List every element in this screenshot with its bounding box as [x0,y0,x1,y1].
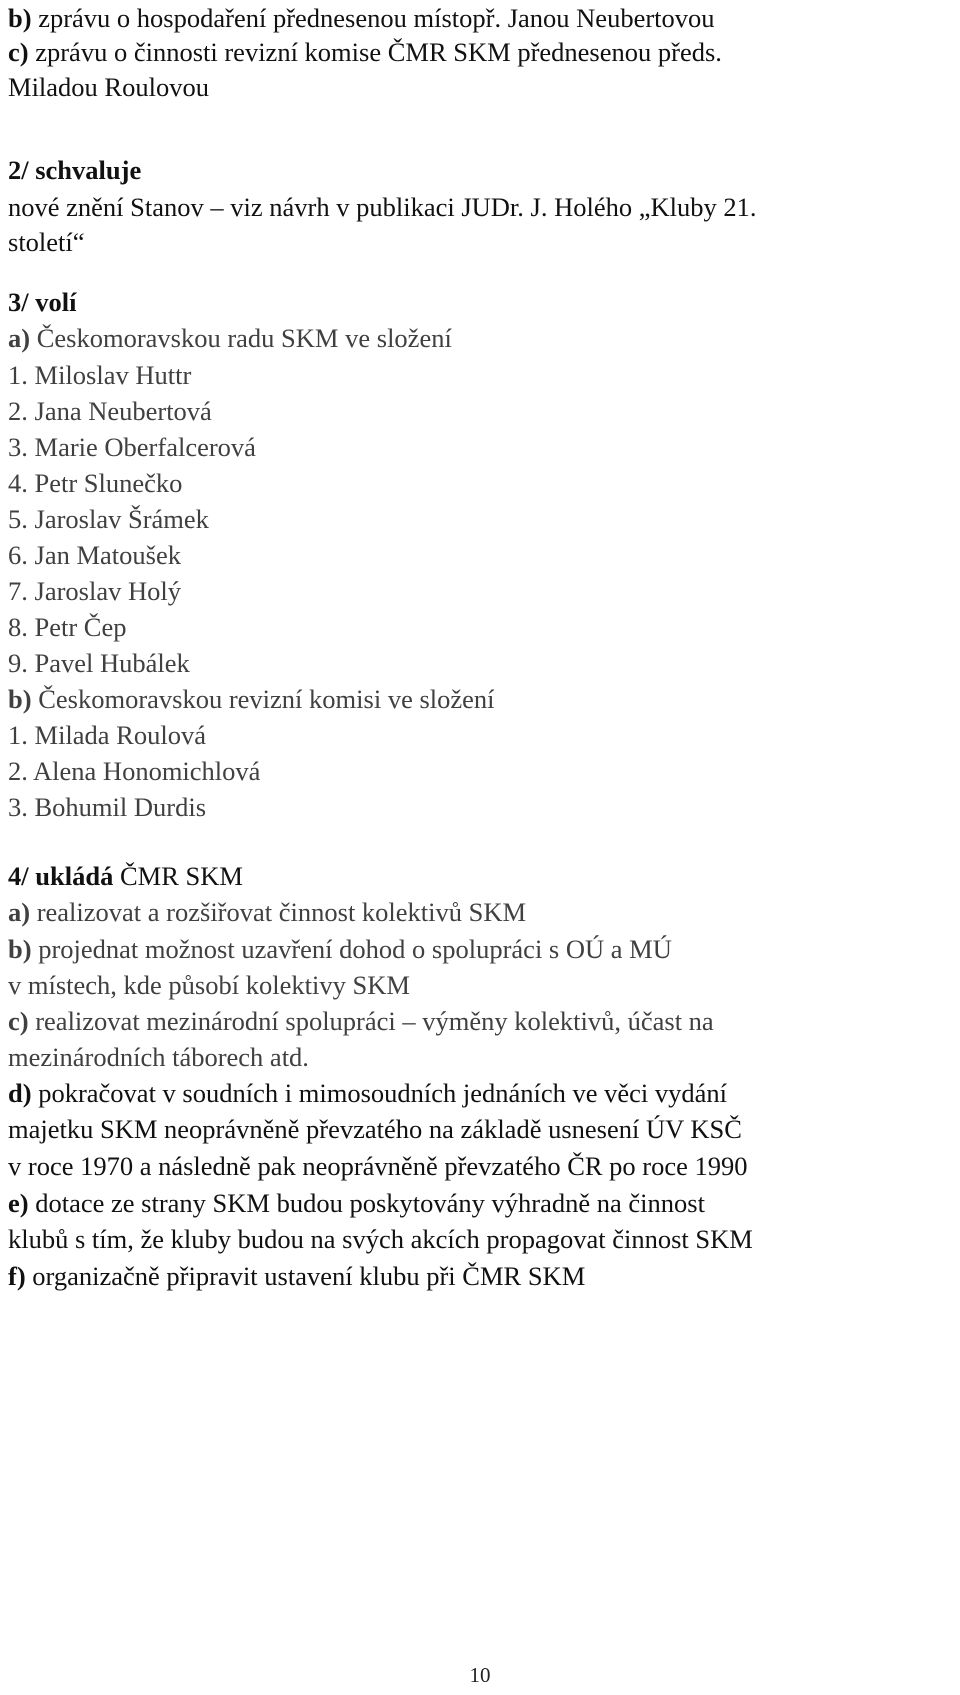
section-heading: 3/ volí [8,287,77,317]
list-item: 1. Miloslav Huttr [8,360,192,390]
list-item: 8. Petr Čep [8,612,127,642]
text-line: b) projednat možnost uzavření dohod o spolupráci s OÚ a MÚ [8,934,672,964]
text-line: b) zprávu o hospodaření přednesenou místopř. Janou Neubertovou [8,3,715,33]
section-heading: 2/ schvaluje [8,155,142,185]
list-item: 9. Pavel Hubálek [8,648,190,678]
text-line: e) dotace ze strany SKM budou poskytovány výhradně na činnost [8,1188,705,1218]
text-line: b) Českomoravskou revizní komisi ve složení [8,684,495,714]
page-number: 10 [469,1663,491,1687]
text-line: majetku SKM neoprávněně převzatého na základě usnesení ÚV KSČ [8,1114,742,1144]
section-heading: 4/ ukládá ČMR SKM [8,861,243,891]
text-line: a) realizovat a rozšiřovat činnost kolektivů SKM [8,897,527,927]
list-item: 2. Jana Neubertová [8,396,212,426]
list-item: 3. Bohumil Durdis [8,792,207,822]
text-line: c) zprávu o činnosti revizní komise ČMR SKM přednesenou předs. [8,37,722,67]
text-line: nové znění Stanov – viz návrh v publikaci JUDr. J. Holého „Kluby 21. [8,192,757,222]
list-item: 1. Milada Roulová [8,720,206,750]
text-line: století“ [8,227,85,257]
list-item: 5. Jaroslav Šrámek [8,504,209,534]
text-line: d) pokračovat v soudních i mimosoudních jednáních ve věci vydání [8,1078,728,1108]
text-line: a) Českomoravskou radu SKM ve složení [8,323,452,353]
text-line: v místech, kde působí kolektivy SKM [8,970,410,1000]
list-item: 6. Jan Matoušek [8,540,181,570]
list-item: 3. Marie Oberfalcerová [8,432,256,462]
text-line: mezinárodních táborech atd. [8,1042,309,1072]
text-line: v roce 1970 a následně pak neoprávněně převzatého ČR po roce 1990 [8,1151,748,1181]
list-item: 4. Petr Slunečko [8,468,183,498]
text-line: klubů s tím, že kluby budou na svých akcích propagovat činnost SKM [8,1224,753,1254]
list-item: 2. Alena Honomichlová [8,756,261,786]
list-item: 7. Jaroslav Holý [8,576,181,606]
text-line: f) organizačně připravit ustavení klubu při ČMR SKM [8,1261,586,1291]
text-line: Miladou Roulovou [8,72,209,102]
text-line: c) realizovat mezinárodní spolupráci – výměny kolektivů, účast na [8,1006,714,1036]
